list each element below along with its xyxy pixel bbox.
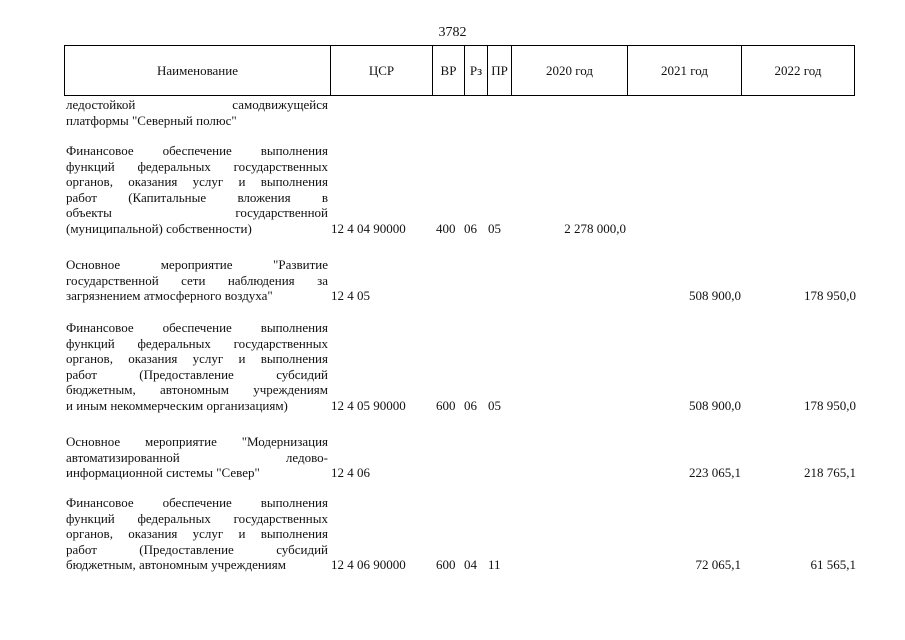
row-name-line: органов, оказания услуг и выполнения — [66, 174, 328, 189]
row-pr: 11 — [488, 557, 501, 572]
page-number: 3782 — [438, 25, 467, 40]
row-value-2022: 218 765,1 — [804, 465, 856, 480]
row-name-line: бюджетным, автономным учреждениям — [66, 382, 328, 397]
row-name-line: автоматизированной ледово- — [66, 449, 328, 465]
row-value-2022: 61 565,1 — [810, 557, 856, 572]
row-name-line: (муниципальной) собственности) — [66, 220, 252, 236]
column-header-pr: ПР — [487, 46, 511, 95]
row-name-line: органов, оказания услуг и выполнения — [66, 351, 328, 366]
row-name-line: и иным некоммерческим организациям) — [66, 397, 288, 413]
row-value-2021: 508 900,0 — [689, 397, 741, 413]
row-name — [66, 97, 328, 128]
row-name-line: работ (Предоставление субсидий — [66, 366, 328, 382]
row-name-line: бюджетным, автономным учреждениям — [66, 557, 286, 572]
column-header-rz: Рз — [464, 46, 487, 95]
row-value-2021: 72 065,1 — [695, 557, 741, 572]
row-name-line: Финансовое обеспечение выполнения — [66, 320, 328, 335]
row-value-2022: 178 950,0 — [804, 397, 856, 413]
row-name — [66, 320, 328, 413]
row-csr: 12 4 06 — [331, 465, 370, 480]
row-name-line: информационной системы "Север" — [66, 465, 260, 480]
row-name-line: функций федеральных государственных — [66, 158, 328, 174]
row-name — [66, 495, 328, 573]
row-value-2022: 178 950,0 — [804, 288, 856, 303]
row-name-line: функций федеральных государственных — [66, 510, 328, 526]
row-csr: 12 4 06 90000 — [331, 557, 406, 572]
row-name-line: Финансовое обеспечение выполнения — [66, 143, 328, 158]
row-name — [66, 434, 328, 481]
row-name-line: Основное мероприятие "Развитие — [66, 257, 328, 272]
row-name-line: Основное мероприятие "Модернизация — [66, 434, 328, 449]
row-name-line: загрязнением атмосферного воздуха" — [66, 288, 273, 303]
row-name-line: государственной сети наблюдения за — [66, 272, 328, 288]
row-csr: 12 4 05 — [331, 288, 370, 303]
row-name-line: ледостойкой самодвижущейся — [66, 97, 328, 112]
row-rz: 04 — [464, 557, 477, 572]
row-value-2021: 508 900,0 — [689, 288, 741, 303]
column-header-csr: ЦСР — [330, 46, 432, 95]
column-header-2020: 2020 год — [511, 46, 627, 95]
row-name-line: органов, оказания услуг и выполнения — [66, 526, 328, 541]
row-name-line: функций федеральных государственных — [66, 335, 328, 351]
row-name-line: работ (Предоставление субсидий — [66, 541, 328, 557]
column-header-vr: ВР — [432, 46, 464, 95]
row-vr: 400 — [436, 220, 456, 236]
column-header-2021: 2021 год — [627, 46, 741, 95]
column-header-name: Наименование — [157, 62, 238, 78]
row-name-line: Финансовое обеспечение выполнения — [66, 495, 328, 510]
row-value-2020: 2 278 000,0 — [564, 220, 626, 236]
row-csr: 12 4 05 90000 — [331, 397, 406, 413]
row-name-line: платформы "Северный полюс" — [66, 112, 237, 128]
table-header — [64, 45, 855, 96]
row-rz: 06 — [464, 397, 477, 413]
column-header-2022: 2022 год — [741, 46, 854, 95]
row-name-line: работ (Капитальные вложения в — [66, 189, 328, 205]
row-value-2021: 223 065,1 — [689, 465, 741, 480]
row-csr: 12 4 04 90000 — [331, 220, 406, 236]
row-pr: 05 — [488, 397, 501, 413]
row-pr: 05 — [488, 220, 501, 236]
row-name — [66, 257, 328, 304]
row-rz: 06 — [464, 220, 477, 236]
row-vr: 600 — [436, 557, 456, 572]
row-name-line: объекты государственной — [66, 205, 328, 220]
row-name — [66, 143, 328, 236]
row-vr: 600 — [436, 397, 456, 413]
